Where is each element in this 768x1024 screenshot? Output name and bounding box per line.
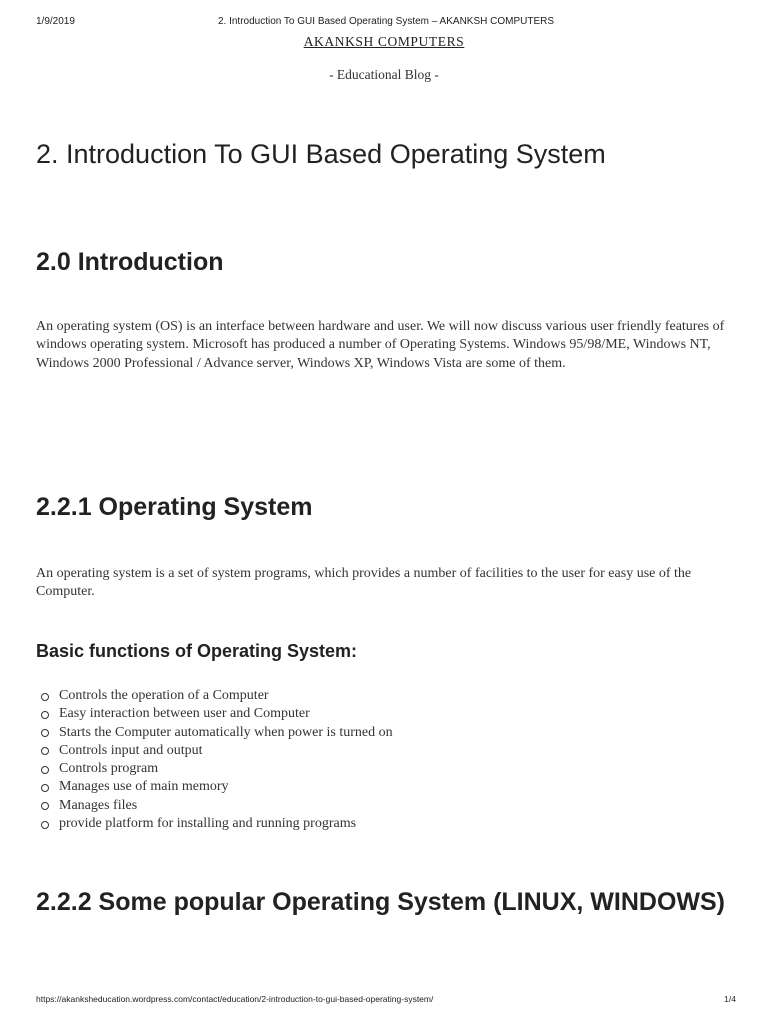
- list-item-text: Manages files: [59, 797, 138, 813]
- list-item: [36, 815, 736, 833]
- circle-bullet-icon: [41, 747, 49, 755]
- print-footer: [36, 994, 736, 1008]
- list-item: [36, 797, 736, 815]
- section-heading-operating-system: 2.2.1 Operating System: [36, 493, 313, 521]
- page-number: 1/4: [724, 994, 736, 1004]
- circle-bullet-icon: [41, 821, 49, 829]
- circle-bullet-icon: [41, 766, 49, 774]
- list-item-text: Easy interaction between user and Computer: [59, 706, 310, 722]
- list-item-text: Controls the operation of a Computer: [59, 688, 269, 703]
- list-item: [36, 724, 736, 742]
- circle-bullet-icon: [41, 711, 49, 719]
- print-url: https://akanksheducation.wordpress.com/contact/education/2-introduction-to-gui-based-operating-system/: [36, 994, 434, 1004]
- circle-bullet-icon: [41, 784, 49, 792]
- print-page-title: 2. Introduction To GUI Based Operating System – AKANKSH COMPUTERS: [217, 16, 555, 27]
- list-item-text: Controls input and output: [59, 742, 203, 758]
- operating-system-paragraph: An operating system is a set of system programs, which provides a number of facilities to the user for easy use of the Computer.: [36, 566, 692, 600]
- page-title: 2. Introduction To GUI Based Operating System: [36, 139, 606, 169]
- basic-functions-list: [36, 687, 736, 833]
- introduction-paragraph: An operating system (OS) is an interface between hardware and user. We will now discuss various user friendly features of windows operating system. Microsoft has produced a number of Operating Systems. Windows 95/98/ME, Windows NT, Windows 2000 Professional / Advance server, Windows XP, Windows Vista are some of them.: [36, 319, 725, 371]
- section-heading-popular-os: 2.2.2 Some popular Operating System (LINUX, WINDOWS): [36, 888, 725, 916]
- list-item-text: Controls program: [59, 761, 159, 777]
- list-item: [36, 742, 736, 760]
- list-item-text: Starts the Computer automatically when power is turned on: [59, 724, 393, 740]
- list-item: [36, 760, 736, 778]
- basic-functions-heading: Basic functions of Operating System:: [36, 641, 358, 661]
- list-item: [36, 705, 736, 723]
- section-heading-introduction: 2.0 Introduction: [36, 248, 224, 276]
- list-item-text: provide platform for installing and running programs: [59, 816, 357, 832]
- list-item-text: Manages use of main memory: [59, 779, 229, 795]
- circle-bullet-icon: [41, 693, 49, 701]
- circle-bullet-icon: [41, 729, 49, 737]
- circle-bullet-icon: [41, 802, 49, 810]
- list-item: [36, 687, 736, 705]
- list-item: [36, 778, 736, 796]
- site-name-link[interactable]: AKANKSH COMPUTERS: [303, 34, 465, 49]
- print-date: 1/9/2019: [36, 16, 75, 27]
- print-header: [36, 16, 736, 30]
- site-description: - Educational Blog -: [329, 67, 439, 82]
